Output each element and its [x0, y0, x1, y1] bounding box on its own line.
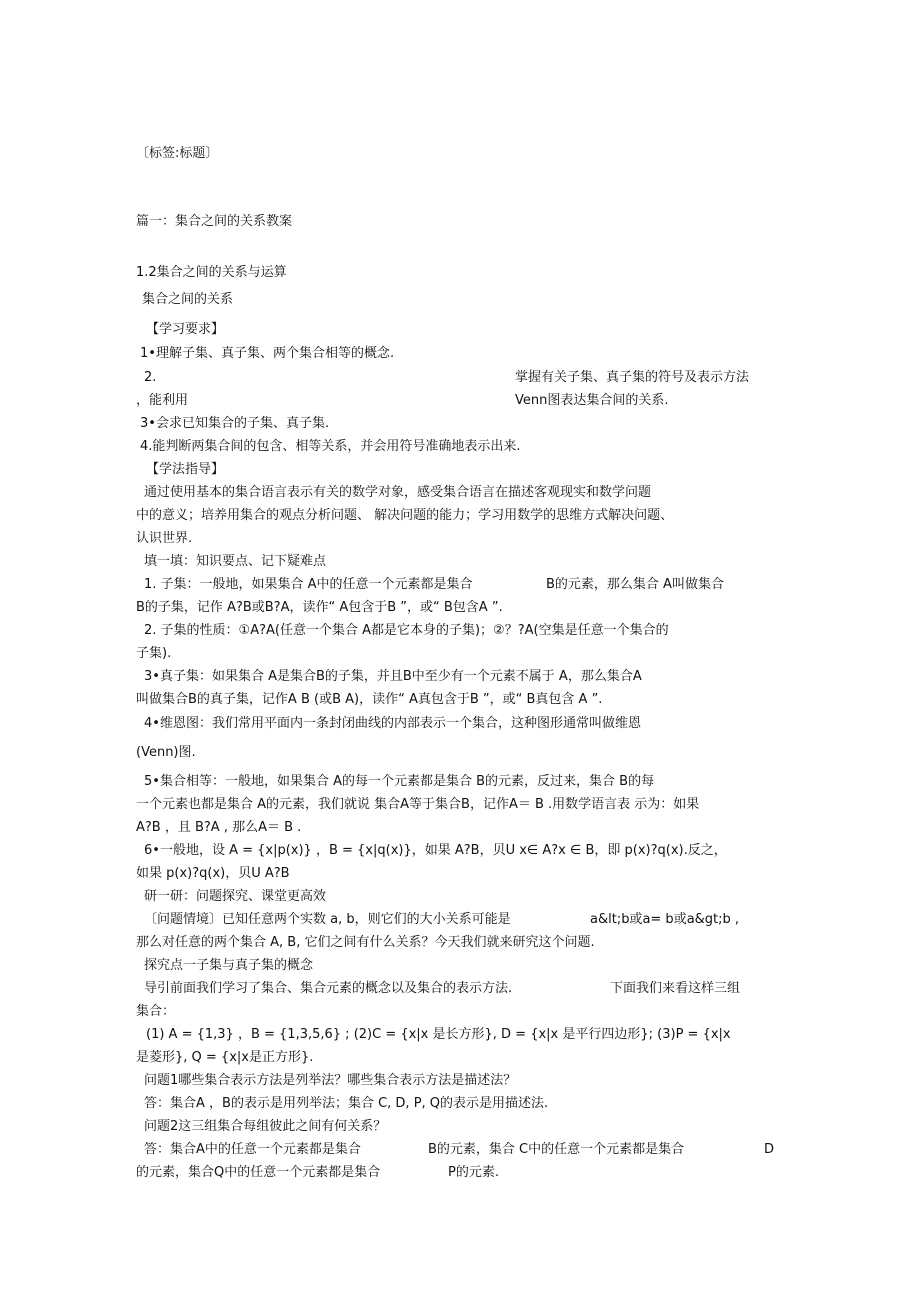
- problem-situation-line-1: 〔问题情境〕已知任意两个实数 a, b，则它们的大小关系可能是: [144, 912, 511, 927]
- guide-line-1: 导引前面我们学习了集合、集合元素的概念以及集合的表示方法.: [144, 981, 513, 996]
- guide-line-1-end: 下面我们来看这样三组: [610, 981, 741, 996]
- research-header: 研一研：问题探究、课堂更高效: [144, 889, 327, 904]
- definition-4-line-2: (Venn)图.: [136, 745, 196, 760]
- answer-2-line-1-middle: B的元素，集合 C中的任意一个元素都是集合: [428, 1142, 685, 1157]
- tag-label: 〔标签:标题〕: [136, 146, 219, 161]
- requirement-item-3: 3•会求已知集合的子集、真子集.: [140, 416, 330, 431]
- requirement-item-4: 4.能判断两集合间的包含、相等关系，并会用符号准确地表示出来.: [140, 439, 521, 454]
- requirement-item-2-venn: Venn图表达集合间的关系.: [515, 393, 669, 408]
- guide-line-2: 集合：: [136, 1004, 176, 1019]
- requirement-item-1: 1•理解子集、真子集、两个集合相等的概念.: [140, 346, 395, 361]
- definition-1-line-1-end: B的元素，那么集合 A叫做集合: [546, 577, 724, 592]
- definition-3-line-2: 叫做集合B的真子集，记作A B (或B A)，读作“ A真包含于B ”，或“ B真包含 A ”.: [136, 692, 603, 707]
- definition-5-line-2: 一个元素也都是集合 A的元素，我们就说 集合A等于集合B，记作A＝ B .用数学语言表 示为：如果: [136, 797, 700, 812]
- definition-3-line-1: 3•真子集：如果集合 A是集合B的子集，并且B中至少有一个元素不属于 A，那么集合A: [144, 669, 642, 684]
- fill-in-header: 填一填：知识要点、记下疑难点: [144, 554, 327, 569]
- answer-2-line-1: 答：集合A中的任意一个元素都是集合: [144, 1142, 361, 1157]
- definition-2-line-1: 2. 子集的性质：①A?A(任意一个集合 A都是它本身的子集)；②？?A(空集是任意一个集合的: [144, 623, 669, 638]
- definition-4-line-1: 4•维恩图：我们常用平面内一条封闭曲线的内部表示一个集合，这种图形通常叫做维恩: [144, 716, 641, 731]
- answer-1: 答：集合A ，B的表示是用列举法；集合 C, D, P, Q的表示是用描述法.: [144, 1096, 549, 1111]
- answer-2-line-1-end: D: [764, 1142, 775, 1157]
- definition-1-line-2: B的子集，记作 A?B或B?A，读作“ A包含于B ”，或“ B包含A ”.: [136, 600, 503, 615]
- guidance-paragraph-line-2: 中的意义；培养用集合的观点分析问题、 解决问题的能力；学习用数学的思维方式解决问题、: [136, 508, 674, 523]
- requirement-item-2-text: 掌握有关子集、真子集的符号及表示方法: [515, 370, 750, 385]
- study-requirements-header: 【学习要求】: [146, 322, 225, 337]
- answer-2-line-2: 的元素，集合Q中的任意一个元素都是集合: [136, 1165, 381, 1180]
- answer-2-line-2-end: P的元素.: [448, 1165, 499, 1180]
- definition-1-line-1: 1. 子集：一般地，如果集合 A中的任意一个元素都是集合: [144, 577, 473, 592]
- requirement-item-2-number: 2.: [144, 370, 157, 385]
- sets-line-1: (1) A = {1,3} ，B = {1,3,5,6} ; (2)C = {x|x 是长方形}, D = {x|x 是平行四边形}; (3)P = {x|x: [146, 1027, 731, 1042]
- study-guidance-header: 【学法指导】: [146, 462, 225, 477]
- section-heading: 篇一：集合之间的关系教案: [136, 214, 293, 229]
- subtitle: 集合之间的关系: [142, 292, 234, 307]
- problem-situation-line-2: 那么对任意的两个集合 A, B, 它们之间有什么关系？今天我们就来研究这个问题.: [136, 935, 595, 950]
- definition-5-line-1: 5•集合相等：一般地，如果集合 A的每一个元素都是集合 B的元素，反过来，集合 B的每: [144, 774, 655, 789]
- definition-2-line-2: 子集).: [136, 646, 172, 661]
- definition-6-line-2: 如果 p(x)?q(x)，贝U A?B: [136, 866, 290, 881]
- problem-situation-relations: a&lt;b或a= b或a&gt;b ,: [590, 912, 740, 927]
- definition-5-line-3: A?B ，且 B?A , 那么A＝ B .: [136, 820, 302, 835]
- sets-line-2: 是菱形}, Q = {x|x是正方形}.: [136, 1050, 314, 1065]
- definition-6-line-1: 6•一般地，设 A = {x|p(x)} ，B = {x|q(x)}，如果 A?B，贝U x∈ A?x ∈ B，即 p(x)?q(x).反之，: [144, 843, 727, 858]
- chapter-title: 1.2集合之间的关系与运算: [136, 265, 287, 280]
- requirement-item-2-continued: ，能利用: [136, 393, 189, 408]
- guidance-paragraph-line-3: 认识世界.: [136, 531, 193, 546]
- explore-point-1: 探究点一子集与真子集的概念: [144, 958, 314, 973]
- question-1: 问题1哪些集合表示方法是列举法？哪些集合表示方法是描述法？: [144, 1073, 517, 1088]
- guidance-paragraph-line-1: 通过使用基本的集合语言表示有关的数学对象，感受集合语言在描述客观现实和数学问题: [144, 485, 652, 500]
- question-2: 问题2这三组集合每组彼此之间有何关系？: [144, 1119, 387, 1134]
